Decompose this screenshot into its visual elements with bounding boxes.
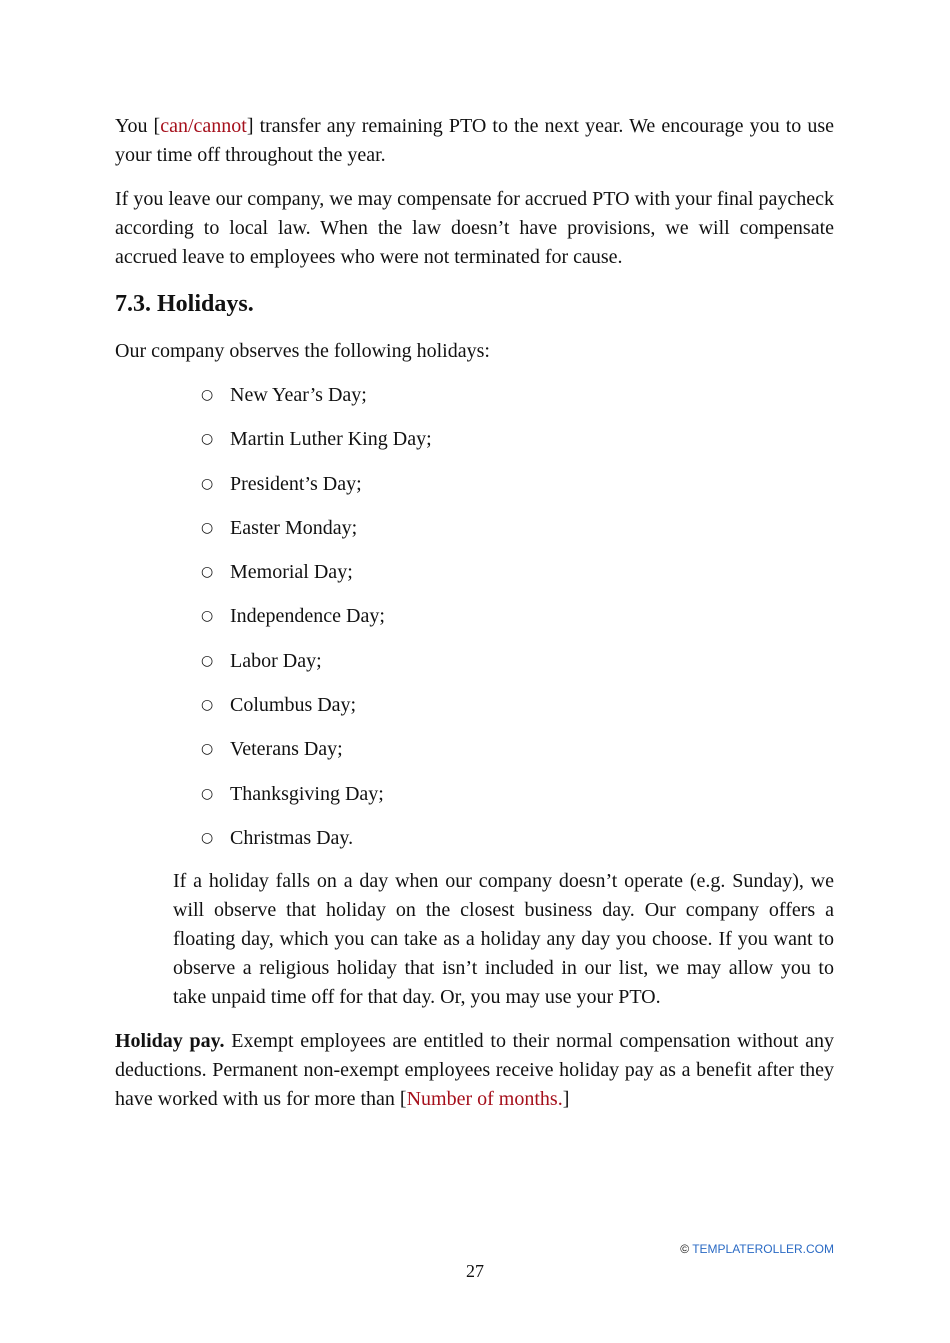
- holiday-pay-text: Exempt employees are entitled to their normal compensation without any deductions. Permanent non-exempt employees receive holiday pay as a benefit after they have worked with us for more than [: [115, 1030, 835, 1111]
- pto-p1-before: You [: [115, 115, 161, 137]
- templateroller-link[interactable]: TEMPLATEROLLER.COM: [692, 1242, 834, 1256]
- holiday-pay-paragraph: [115, 1027, 834, 1114]
- pto-carryover-paragraph: [115, 112, 834, 170]
- holiday-note-paragraph: If a holiday falls on a day when our company doesn’t operate (e.g. Sunday), we will observe that holiday on the closest business day. Our company offers a floating day, which you can take as a holiday any day you choose. If you want to observe a religious holiday that isn’t included in our list, we may allow you to take unpaid time off for that day. Or, you may use your PTO.: [173, 870, 834, 1009]
- circle-bullet-icon: ○: [201, 431, 214, 448]
- list-item: ○ Martin Luther King Day;: [115, 425, 834, 454]
- circle-bullet-icon: ○: [201, 519, 214, 536]
- list-item: ○ President’s Day;: [115, 470, 834, 499]
- list-item: ○ New Year’s Day;: [115, 381, 834, 410]
- circle-bullet-icon: ○: [201, 564, 214, 581]
- circle-bullet-icon: ○: [201, 785, 214, 802]
- document-page: [115, 112, 834, 1114]
- list-item: ○ Christmas Day.: [115, 824, 834, 853]
- list-item: ○ Independence Day;: [115, 602, 834, 631]
- circle-bullet-icon: ○: [201, 475, 214, 492]
- circle-bullet-icon: ○: [201, 387, 214, 403]
- number-of-months-placeholder: Number of months.: [406, 1088, 563, 1111]
- circle-bullet-icon: ○: [201, 697, 214, 714]
- copyright-icon: ©: [680, 1242, 690, 1256]
- circle-bullet-icon: ○: [201, 741, 214, 758]
- list-item: ○ Thanksgiving Day;: [115, 780, 834, 809]
- pto-compensation-paragraph: If you leave our company, we may compensate for accrued PTO with your final paycheck according to local law. When the law doesn’t have provisions, we will compensate accrued leave to employees who were not terminated for cause.: [115, 188, 834, 268]
- holidays-heading: 7.3. Holidays.: [115, 291, 254, 317]
- copyright-footer: [680, 1242, 834, 1256]
- pto-p1-after: ] transfer any remaining PTO to the next year. We encourage you to use your time off throughout the year.: [115, 115, 835, 166]
- list-item: ○ Labor Day;: [115, 647, 834, 676]
- holidays-intro: Our company observes the following holidays:: [115, 340, 490, 362]
- holiday-pay-label: Holiday pay.: [115, 1030, 225, 1053]
- list-item: ○ Veterans Day;: [115, 735, 834, 764]
- can-cannot-placeholder: can/cannot: [160, 115, 247, 137]
- circle-bullet-icon: ○: [201, 652, 214, 669]
- holiday-pay-close: ]: [562, 1088, 570, 1111]
- list-item: ○ Memorial Day;: [115, 558, 834, 587]
- page-number: 27: [466, 1261, 484, 1281]
- holiday-list: [115, 381, 834, 853]
- list-item: ○ Columbus Day;: [115, 691, 834, 720]
- list-item: ○ Easter Monday;: [115, 514, 834, 543]
- circle-bullet-icon: ○: [201, 829, 214, 846]
- circle-bullet-icon: ○: [201, 608, 214, 625]
